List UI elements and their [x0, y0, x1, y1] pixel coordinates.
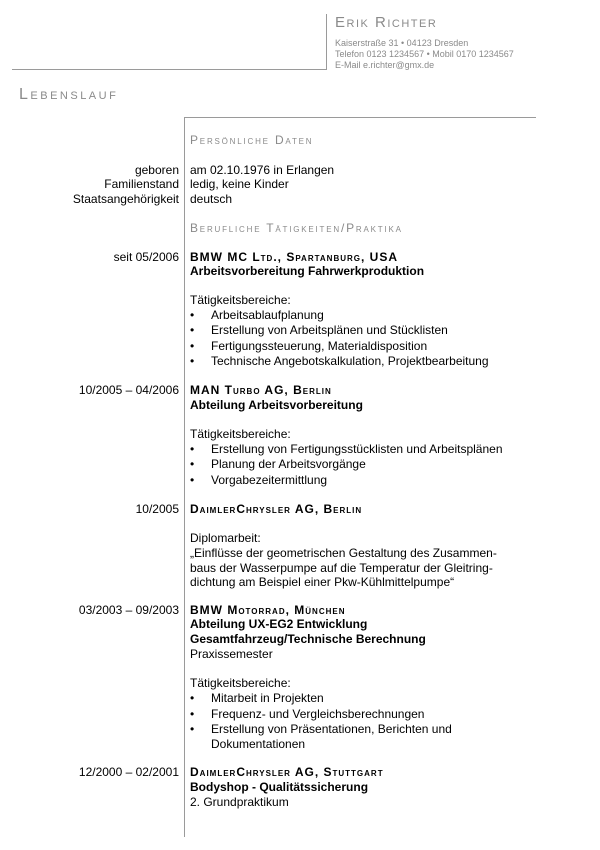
content-left-rule	[184, 117, 185, 837]
job-department: Bodyshop - Qualitätssicherung	[190, 780, 369, 794]
section-heading-personal: Persönliche Daten	[190, 133, 314, 147]
applicant-name: Erik Richter	[335, 14, 438, 31]
applicant-address: Kaiserstraße 31 • 04123 Dresden	[335, 38, 469, 48]
section-heading-jobs: Berufliche Tätigkeiten/Praktika	[190, 221, 403, 235]
list-item-continuation: Dokumentationen	[211, 737, 306, 751]
job-areas-label: Tätigkeitsbereiche:	[190, 676, 291, 690]
job-date: 12/2000 – 02/2001	[78, 765, 179, 779]
job-type: Praxissemester	[190, 647, 273, 661]
job-company: MAN Turbo AG, Berlin	[190, 383, 332, 397]
value-marital-status: ledig, keine Kinder	[190, 177, 289, 191]
job-department: Arbeitsvorbereitung Fahrwerkproduktion	[190, 264, 425, 278]
job-date: seit 05/2006	[113, 250, 179, 264]
applicant-phones: Telefon 0123 1234567 • Mobil 0170 1234567	[335, 49, 514, 59]
job-company: DaimlerChrysler AG, Stuttgart	[190, 765, 384, 779]
job-date: 10/2005 – 04/2006	[78, 383, 179, 397]
thesis-title-line: dichtung am Beispiel einer Pkw-Kühlmittelpumpe“	[190, 575, 455, 589]
content-top-rule	[184, 117, 536, 118]
header-divider-vertical	[326, 14, 327, 70]
job-company: DaimlerChrysler AG, Berlin	[190, 502, 363, 516]
label-nationality: Staatsangehörigkeit	[72, 192, 179, 206]
job-department: Abteilung Arbeitsvorbereitung	[190, 398, 363, 412]
job-department: Gesamtfahrzeug/Technische Berechnung	[190, 632, 426, 646]
job-department: Abteilung UX-EG2 Entwicklung	[190, 617, 368, 631]
label-marital-status: Familienstand	[104, 177, 179, 191]
header-divider-horizontal	[12, 69, 327, 70]
job-areas-label: Tätigkeitsbereiche:	[190, 293, 291, 307]
job-date: 10/2005	[135, 502, 179, 516]
value-born: am 02.10.1976 in Erlangen	[190, 163, 335, 177]
applicant-email: E-Mail e.richter@gmx.de	[335, 60, 435, 70]
thesis-label: Diplomarbeit:	[190, 531, 261, 545]
value-nationality: deutsch	[190, 192, 233, 206]
label-born: geboren	[134, 163, 179, 177]
job-company: BMW Motorrad, München	[190, 603, 346, 617]
thesis-title-line: baus der Wasserpumpe auf die Temperatur der Gleitring-	[190, 561, 493, 575]
thesis-title-line: „Einflüsse der geometrischen Gestaltung des Zusammen-	[190, 546, 497, 560]
job-areas-label: Tätigkeitsbereiche:	[190, 427, 291, 441]
job-date: 03/2003 – 09/2003	[78, 603, 179, 617]
job-type: 2. Grundpraktikum	[190, 795, 289, 809]
job-company: BMW MC Ltd., Spartanburg, USA	[190, 250, 399, 264]
document-title: Lebenslauf	[19, 86, 119, 103]
